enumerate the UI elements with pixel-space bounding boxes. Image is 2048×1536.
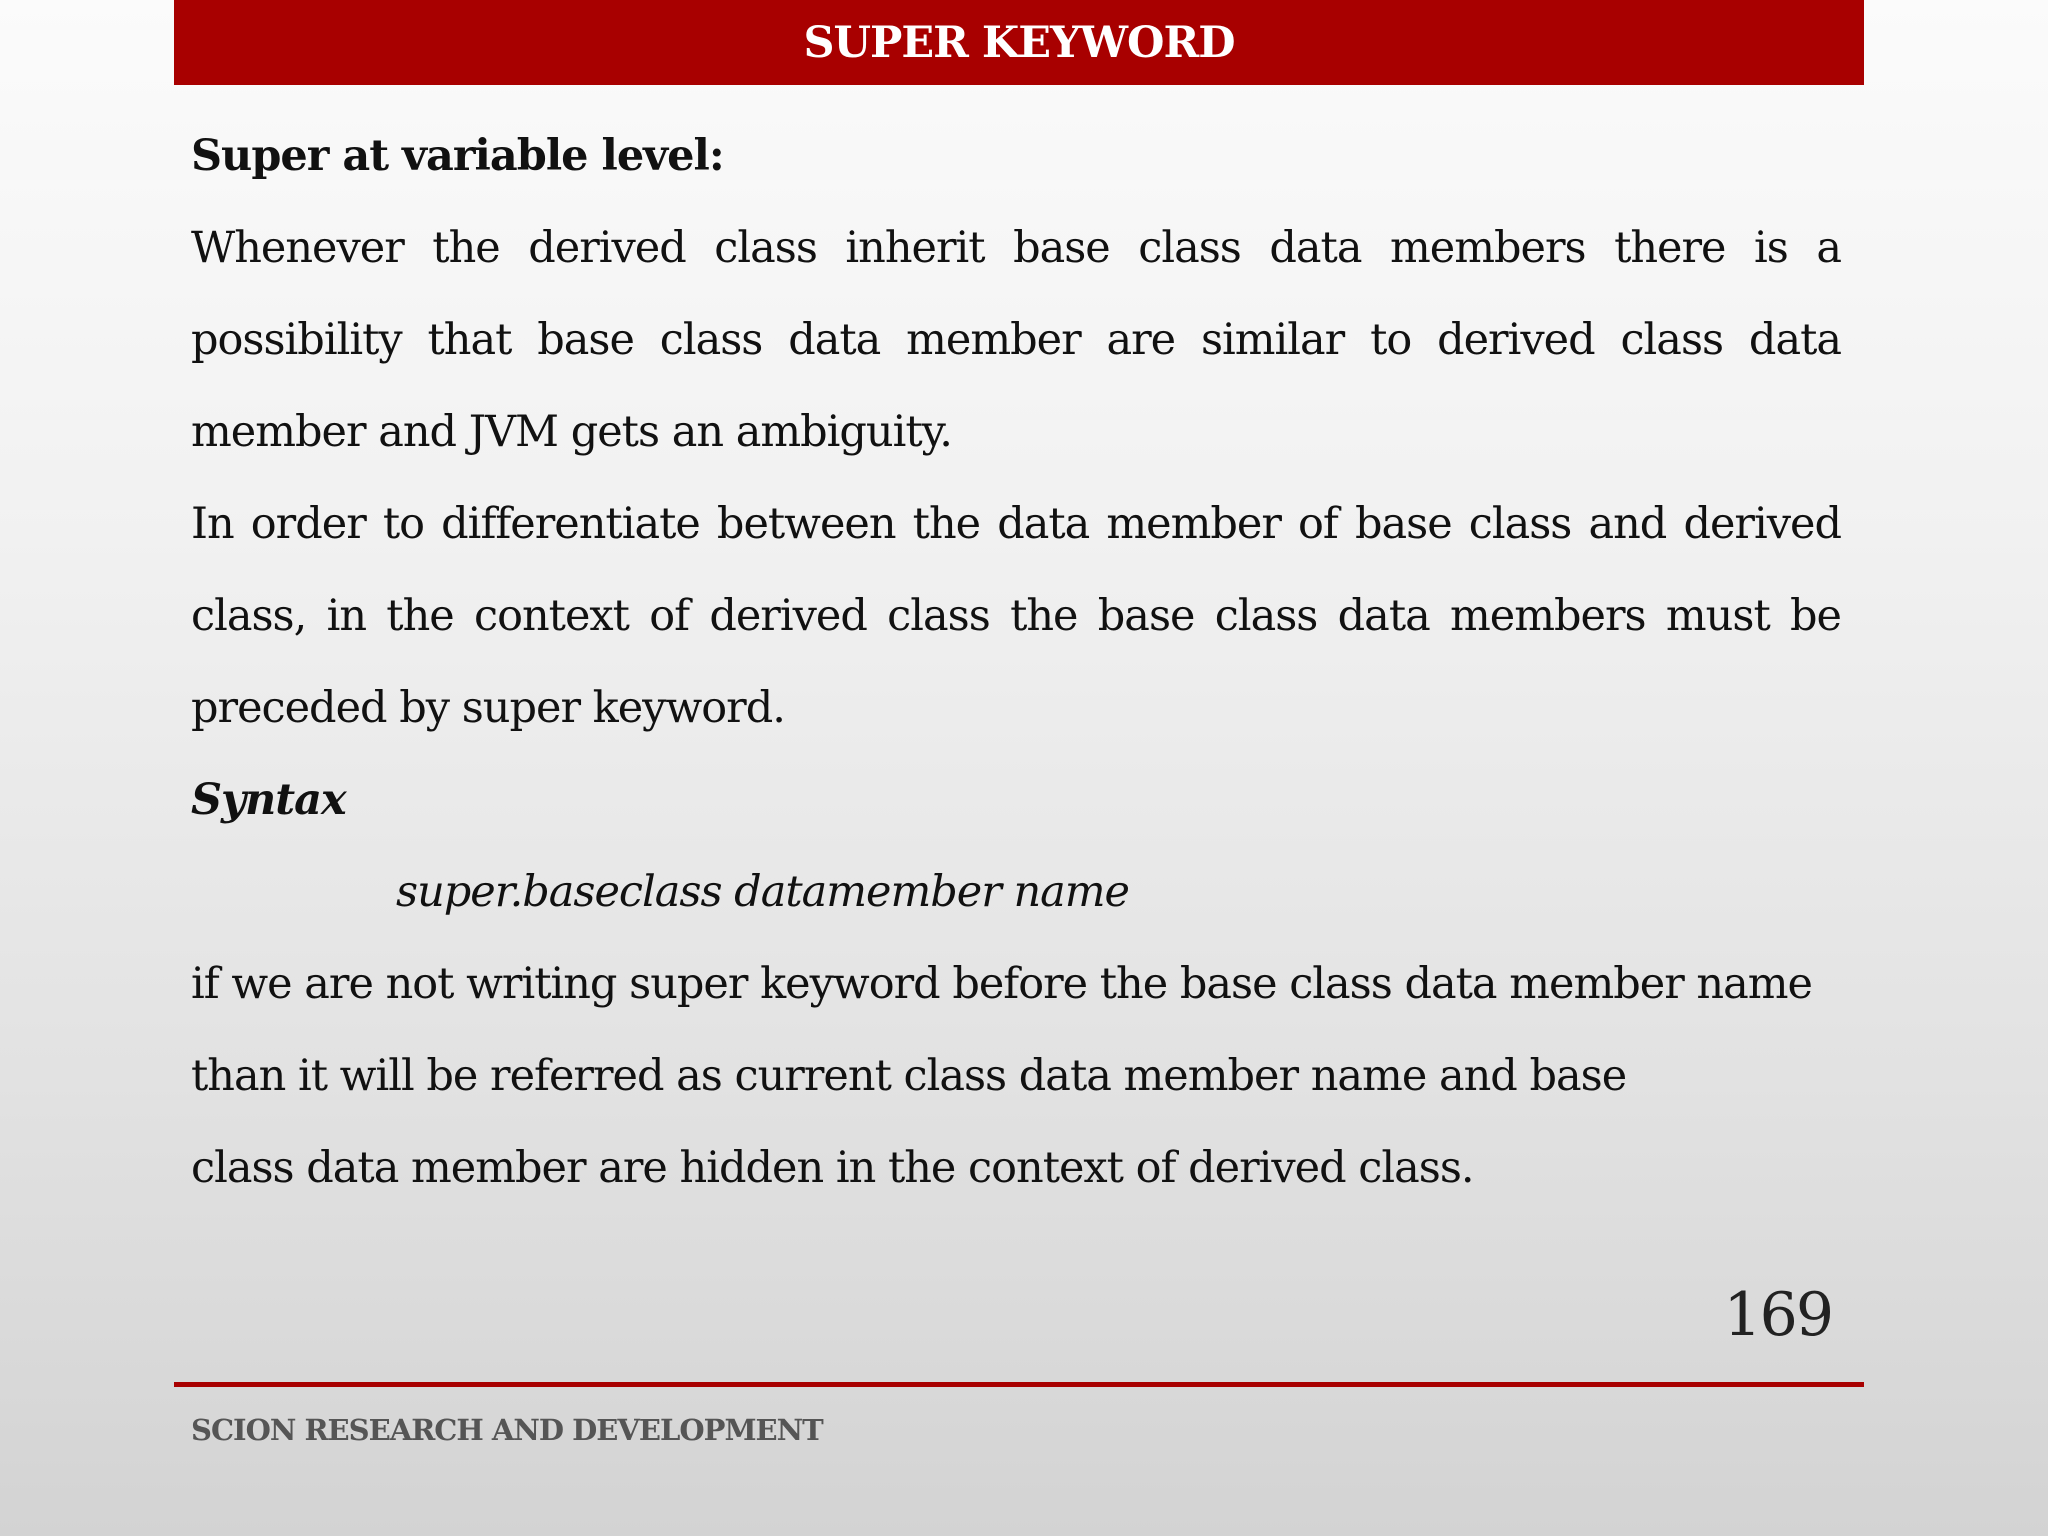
paragraph-2-line-1: In order to differentiate between the data member of base class and derived	[191, 499, 1841, 549]
paragraph-3-line-3: class data member are hidden in the context of derived class.	[191, 1143, 1474, 1193]
footer-divider	[174, 1382, 1864, 1387]
title-bar	[174, 0, 1864, 85]
paragraph-3-line-1: if we are not writing super keyword before the base class data member name	[191, 959, 1812, 1009]
paragraph-1-line-1: Whenever the derived class inherit base class data members there is a	[191, 223, 1841, 273]
paragraph-3-line-2: than it will be referred as current class data member name and base	[191, 1051, 1627, 1101]
slide-title: SUPER KEYWORD	[803, 17, 1235, 68]
syntax-code: super.baseclass datamember name	[396, 867, 1130, 917]
slide-body	[191, 110, 1841, 1214]
syntax-label: Syntax	[191, 775, 346, 825]
paragraph-2-line-2: class, in the context of derived class the base class data members must be	[191, 591, 1841, 641]
paragraph-1-line-3: member and JVM gets an ambiguity.	[191, 407, 952, 457]
section-heading: Super at variable level:	[191, 131, 724, 181]
paragraph-1-line-2: possibility that base class data member are similar to derived class data	[191, 315, 1841, 365]
paragraph-2-line-3: preceded by super keyword.	[191, 683, 785, 733]
footer-organization: SCION RESEARCH AND DEVELOPMENT	[191, 1413, 823, 1447]
page-number: 169	[1723, 1280, 1832, 1350]
